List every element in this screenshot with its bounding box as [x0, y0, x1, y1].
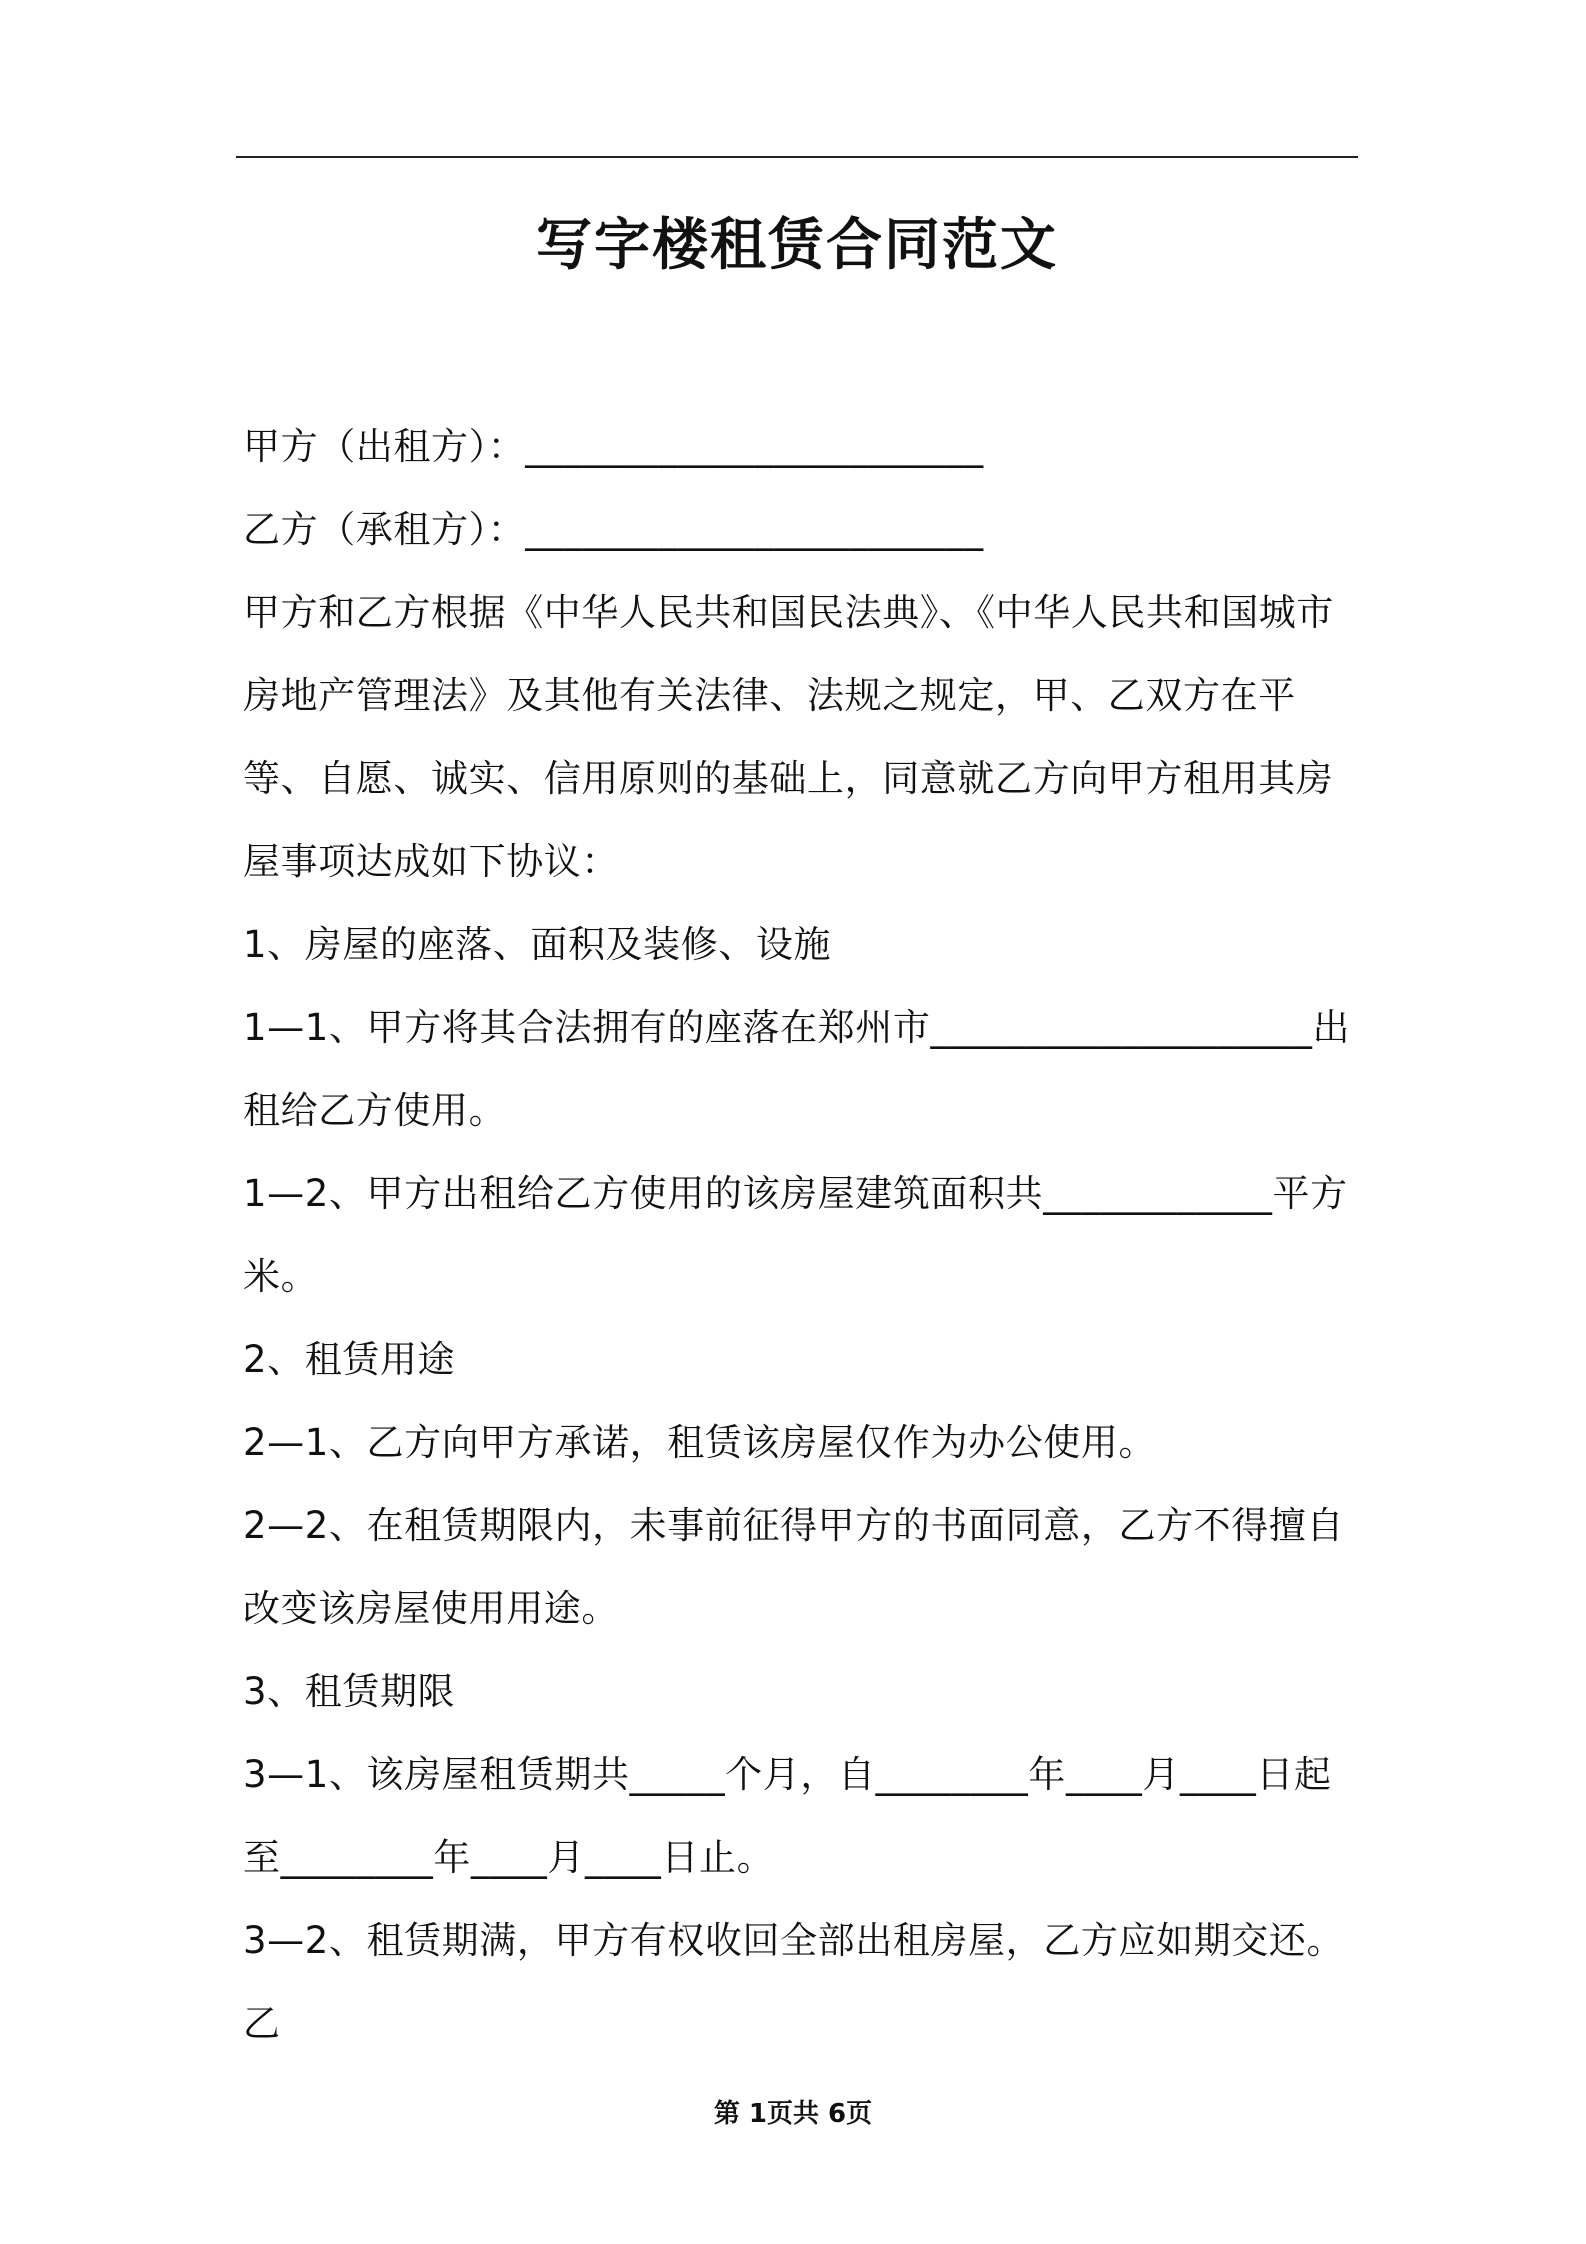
clause-3-1: 3—1、该房屋租赁期共_____个月，自________年____月____日起至________年____月____日止。 [243, 1753, 1332, 1879]
document-body [243, 405, 1355, 2065]
party-a-line: 甲方（出租方）：________________________ [243, 425, 984, 468]
clause-1-2: 1—2、甲方出租给乙方使用的该房屋建筑面积共____________平方米。 [243, 1172, 1348, 1298]
clause-3-2: 3—2、租赁期满，甲方有权收回全部出租房屋，乙方应如期交还。乙 [243, 1919, 1345, 2045]
section-heading-1: 1、房屋的座落、面积及装修、设施 [243, 923, 832, 966]
clause-1-1: 1—1、甲方将其合法拥有的座落在郑州市____________________出租给乙方使用。 [243, 1006, 1351, 1132]
clause-2-1: 2—1、乙方向甲方承诺，租赁该房屋仅作为办公使用。 [243, 1421, 1157, 1464]
header-rule [236, 156, 1358, 158]
document-title: 写字楼租赁合同范文 [536, 213, 1058, 278]
page-footer: 第 1页共 6页 [713, 2099, 873, 2129]
clause-2-2: 2—2、在租赁期限内，未事前征得甲方的书面同意，乙方不得擅自改变该房屋使用用途。 [243, 1504, 1345, 1630]
party-b-line: 乙方（承租方）：________________________ [243, 508, 984, 551]
section-heading-2: 2、租赁用途 [243, 1338, 456, 1381]
preamble-paragraph: 甲方和乙方根据《中华人民共和国民法典》、《中华人民共和国城市房地产管理法》及其他有关法律、法规之规定，甲、乙双方在平等、自愿、诚实、信用原则的基础上，同意就乙方向甲方租用其房屋事项达成如下协议： [243, 591, 1334, 883]
section-heading-3: 3、租赁期限 [243, 1670, 456, 1713]
